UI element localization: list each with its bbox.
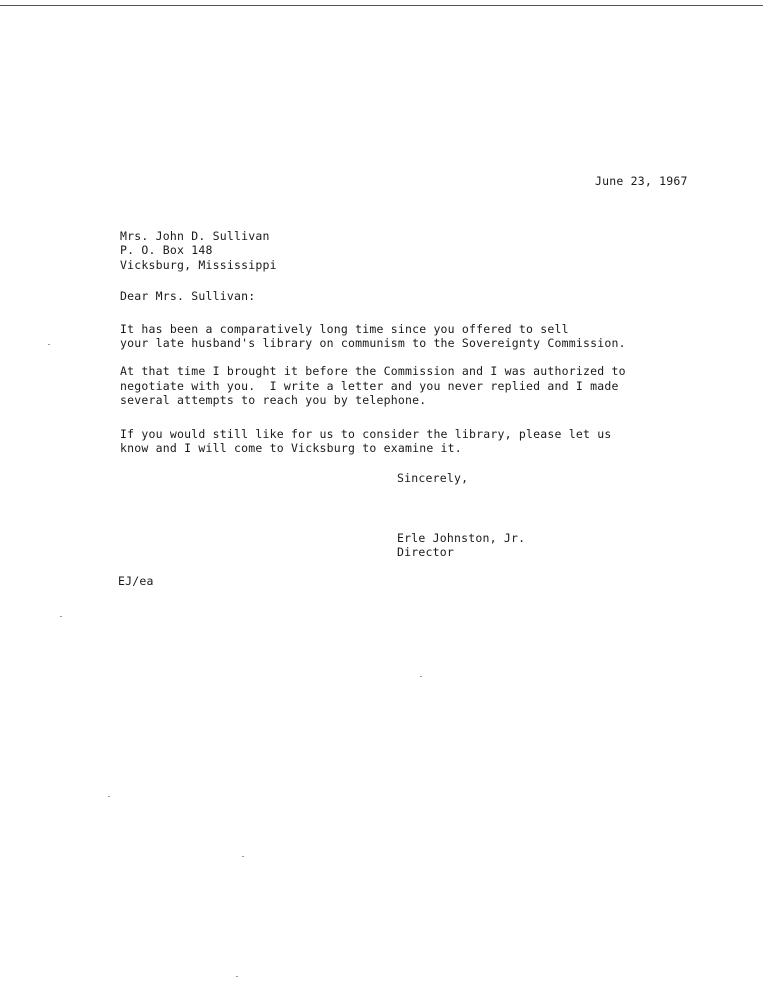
top-edge-line: [0, 5, 763, 6]
paragraph-2-line-1: At that time I brought it before the Commission and I was authorized to: [120, 364, 626, 378]
paragraph-3-line-2: know and I will come to Vicksburg to examine it.: [120, 441, 462, 455]
recipient-box: P. O. Box 148: [120, 243, 213, 257]
scan-speck: [242, 856, 244, 857]
scan-speck: [60, 616, 62, 617]
paragraph-1-line-1: It has been a comparatively long time since you offered to sell: [120, 322, 569, 336]
typist-initials: EJ/ea: [118, 574, 154, 588]
paragraph-2-line-2: negotiate with you. I write a letter and you never replied and I made: [120, 379, 619, 393]
paragraph-2-line-3: several attempts to reach you by telephone.: [120, 393, 427, 407]
scan-speck: [108, 796, 110, 797]
recipient-name: Mrs. John D. Sullivan: [120, 229, 270, 243]
closing: Sincerely,: [397, 471, 469, 485]
letter-date: June 23, 1967: [595, 174, 688, 188]
scan-speck: [420, 676, 422, 677]
recipient-city: Vicksburg, Mississippi: [120, 258, 277, 272]
paragraph-3-line-1: If you would still like for us to consider the library, please let us: [120, 427, 612, 441]
signer-name: Erle Johnston, Jr.: [397, 531, 526, 545]
signer-title: Director: [397, 545, 454, 559]
scan-speck: [236, 976, 238, 977]
salutation: Dear Mrs. Sullivan:: [120, 289, 256, 303]
scan-speck: [48, 344, 50, 345]
paragraph-1-line-2: your late husband's library on communism to the Sovereignty Commission.: [120, 336, 626, 350]
